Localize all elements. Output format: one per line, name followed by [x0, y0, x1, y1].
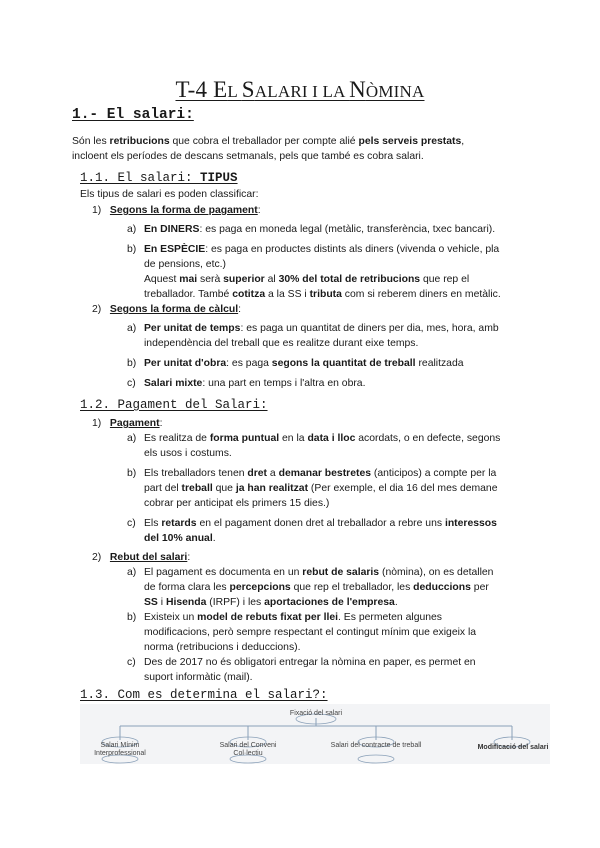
s12-item1b: b) — [127, 468, 137, 479]
s11-item1b-l1: En ESPÈCIE: es paga en productes distints als diners (vivenda o vehicle, pla — [144, 244, 500, 255]
s12-item1c-l2: del 10% anual. — [144, 533, 216, 544]
s12-item1b-l1: Els treballadors tenen dret a demanar bestretes (anticipos) a compte per la — [144, 468, 497, 479]
s12-item2a-l1: El pagament es documenta en un rebut de salaris (nòmina), on es detallen — [144, 567, 494, 578]
diagram-node-contracte: Salari del contracte de treball — [330, 742, 422, 749]
s11-item1b: b) — [127, 244, 137, 255]
s11-item2b-text: Per unitat d'obra: es paga segons la quantitat de treball realitzada — [144, 358, 464, 369]
section1-intro-line2: incloent els períodes de descans setmanals, pels que també es cobra salari. — [72, 151, 424, 162]
section1-intro-line1: Són les retribucions que cobra el treballador per compte alié pels serveis prestats, — [72, 136, 465, 147]
s11-item2: 2) Segons la forma de càlcul: — [92, 304, 242, 315]
s12-item1a-l1: Es realitza de forma puntual en la data i lloc acordats, o en defecte, segons — [144, 433, 501, 444]
s12-item2c-l2: suport informàtic (mail). — [144, 672, 253, 683]
diagram-node-smi: Salari Mínim Interprofessional — [94, 742, 146, 757]
section-heading-1-3: 1.3. Com es determina el salari?: — [80, 688, 328, 702]
s11-item2a-l1: Per unitat de temps: es paga un quantitat de diners per dia, mes, hora, amb — [144, 323, 499, 334]
s11-item1b-l4: treballador. També cotitza a la SS i tributa com si reberem diners en metàlic. — [144, 289, 501, 300]
s12-item2b: b) — [127, 612, 137, 623]
s12-item1b-l3: cobrar per anticipat els primers 15 dies.) — [144, 498, 330, 509]
s11-item2c: c) — [127, 378, 136, 389]
s11-item2a-l2: independència del treball que es realitze durant eixe temps. — [144, 338, 419, 349]
s12-item2b-l1: Existeix un model de rebuts fixat per llei. Es permeten algunes — [144, 612, 442, 623]
s11-item2c-text: Salari mixte: una part en temps i l'altra en obra. — [144, 378, 366, 389]
s12-item2b-l3: norma (retribucions i deduccions). — [144, 642, 301, 653]
s11-item2a: a) — [127, 323, 137, 334]
s12-item2c: c) — [127, 657, 136, 668]
s12-item1a-l2: els usos i costums. — [144, 448, 232, 459]
s12-item2c-l1: Des de 2017 no és obligatori entregar la nòmina en paper, es permet en — [144, 657, 476, 668]
s12-item2a: a) — [127, 567, 137, 578]
s12-item2: 2) Rebut del salari: — [92, 552, 191, 563]
s11-item1: 1) Segons la forma de pagament: — [92, 205, 261, 216]
s12-item1b-l2: part del treball que ja han realitzat (Per exemple, el dia 16 del mes demane — [144, 483, 498, 494]
s11-item1b-l3: Aquest mai serà superior al 30% del total de retribucions que rep el — [144, 274, 470, 285]
s11-item1a: a) — [127, 224, 137, 235]
s12-item1c: c) — [127, 518, 136, 529]
s12-item2a-l3: SS i Hisenda (IRPF) i les aportaciones de l'empresa. — [144, 597, 398, 608]
s12-item1a: a) — [127, 433, 137, 444]
s11-item1a-text: En DINERS: es paga en moneda legal (metàlic, transferència, txec bancari). — [144, 224, 496, 235]
section-heading-1-1: 1.1. El salari: TIPUS — [80, 171, 238, 185]
section-heading-1: 1.- El salari: — [72, 107, 194, 123]
s12-item1c-l1: Els retards en el pagament donen dret al treballador a rebre uns interessos — [144, 518, 497, 529]
s11-intro: Els tipus de salari es poden classificar: — [80, 189, 259, 200]
section-heading-1-2: 1.2. Pagament del Salari: — [80, 398, 268, 412]
diagram-node-conveni: Salari del Conveni Col·lectiu — [219, 742, 277, 757]
salary-diagram — [80, 704, 550, 764]
s12-item2a-l2: de forma clara les percepcions que rep el treballador, les deduccions per — [144, 582, 489, 593]
s11-item1b-l2: de pensions, etc.) — [144, 259, 227, 270]
diagram-root: Fixació del salari — [289, 710, 343, 717]
s12-item1: 1) Pagament: — [92, 418, 163, 429]
s11-item2b: b) — [127, 358, 137, 369]
diagram-node-modificacio: Modificació del salari — [477, 744, 549, 751]
s12-item2b-l2: modificacions, però sempre respectant el contingut mínim que exigeix la — [144, 627, 477, 638]
page-title: T-4 EL SALARI I LA NÒMINA — [175, 77, 425, 102]
